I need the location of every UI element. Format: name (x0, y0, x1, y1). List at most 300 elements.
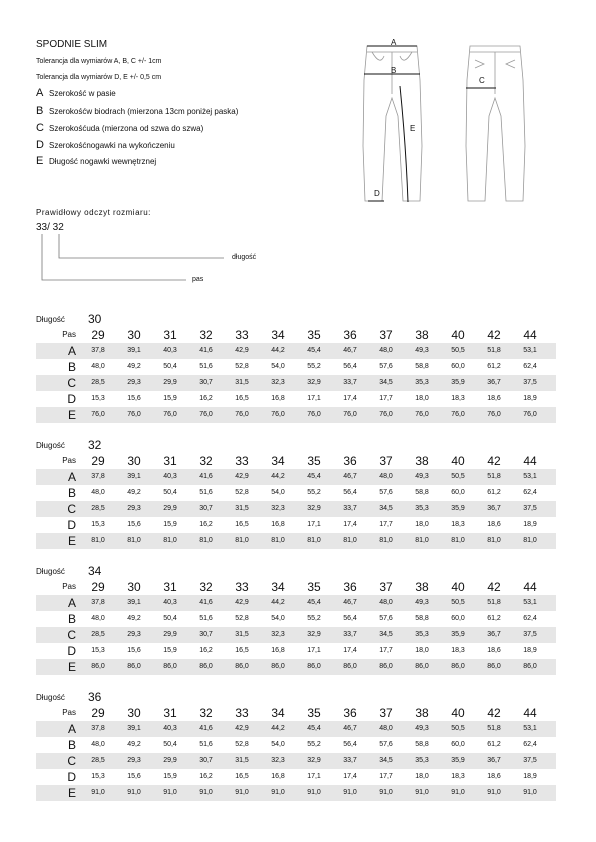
measurement-cell: 44,2 (271, 725, 285, 732)
measurement-cell: 61,2 (487, 615, 501, 622)
waist-size-cell: 30 (127, 580, 141, 594)
measurement-cell: 17,7 (379, 395, 393, 402)
measurement-cell: 49,3 (415, 725, 429, 732)
measurement-cell: 40,3 (163, 473, 177, 480)
measurement-cell: 32,9 (307, 505, 321, 512)
measurement-cell: 51,8 (487, 725, 501, 732)
measurement-cell: 45,4 (307, 347, 321, 354)
measurement-cell: 76,0 (523, 411, 537, 418)
measurement-cell: 57,6 (379, 489, 393, 496)
row-letter: B (67, 738, 76, 752)
row-letter: C (67, 376, 76, 390)
measurement-cell: 54,0 (271, 363, 285, 370)
measurement-cell: 46,7 (343, 599, 357, 606)
length-heading (36, 438, 136, 452)
legend-letter: D (36, 139, 44, 151)
waist-size-cell: 31 (163, 328, 177, 342)
length-value: 30 (88, 312, 102, 326)
measurement-cell: 18,9 (523, 521, 537, 528)
diagram-label-b: B (391, 66, 397, 75)
waist-label: Pas (62, 708, 76, 717)
measurement-cell: 56,4 (343, 489, 357, 496)
measurement-cell: 50,4 (163, 615, 177, 622)
measurement-cell: 16,2 (199, 395, 213, 402)
measurement-cell: 81,0 (343, 537, 357, 544)
row-letter: D (67, 392, 76, 406)
measurement-cell: 48,0 (379, 347, 393, 354)
measurement-cell: 91,0 (415, 789, 429, 796)
row-letter: B (67, 612, 76, 626)
measurement-cell: 35,3 (415, 379, 429, 386)
measurement-cell: 18,3 (451, 773, 465, 780)
measurement-cell: 86,0 (127, 663, 141, 670)
measurement-cell: 17,7 (379, 521, 393, 528)
measurement-cell: 51,6 (199, 741, 213, 748)
measurement-cell: 17,7 (379, 773, 393, 780)
measurement-cell: 18,6 (487, 773, 501, 780)
measurement-cell: 52,8 (235, 489, 249, 496)
measurement-cell: 45,4 (307, 473, 321, 480)
row-letter: A (67, 722, 76, 736)
measurement-cell: 76,0 (271, 411, 285, 418)
waist-size-cell: 42 (487, 580, 501, 594)
measurement-cell: 35,3 (415, 505, 429, 512)
measurement-cell: 36,7 (487, 505, 501, 512)
waist-size-cell: 30 (127, 706, 141, 720)
measurement-cell: 50,5 (451, 725, 465, 732)
measurement-cell: 62,4 (523, 489, 537, 496)
measurement-cell: 17,1 (307, 395, 321, 402)
row-letter: C (67, 502, 76, 516)
measurement-cell: 32,3 (271, 631, 285, 638)
measurement-cell: 50,4 (163, 741, 177, 748)
measurement-cell: 86,0 (523, 663, 537, 670)
row-letter: D (67, 644, 76, 658)
measurement-row-e (36, 785, 556, 801)
measurement-cell: 91,0 (379, 789, 393, 796)
measurement-cell: 15,9 (163, 521, 177, 528)
diagram-label-a: A (391, 38, 397, 47)
waist-label: Pas (62, 582, 76, 591)
size-reading-label: Prawidłowy odczyt rozmiaru: (36, 208, 151, 217)
measurement-cell: 91,0 (343, 789, 357, 796)
measurement-cell: 15,6 (127, 647, 141, 654)
measurement-row-a (36, 721, 556, 737)
measurement-cell: 91,0 (271, 789, 285, 796)
measurement-cell: 42,9 (235, 599, 249, 606)
measurement-cell: 81,0 (127, 537, 141, 544)
measurement-cell: 28,5 (91, 631, 105, 638)
measurement-cell: 45,4 (307, 599, 321, 606)
measurement-cell: 18,0 (415, 647, 429, 654)
measurement-cell: 86,0 (235, 663, 249, 670)
measurement-cell: 51,6 (199, 489, 213, 496)
measurement-cell: 81,0 (163, 537, 177, 544)
measurement-cell: 39,1 (127, 599, 141, 606)
length-value: 34 (88, 564, 102, 578)
waist-size-row (36, 453, 556, 469)
measurement-cell: 86,0 (163, 663, 177, 670)
measurement-cell: 51,6 (199, 615, 213, 622)
measurement-cell: 35,3 (415, 757, 429, 764)
measurement-cell: 17,1 (307, 647, 321, 654)
measurement-cell: 17,1 (307, 521, 321, 528)
measurement-cell: 76,0 (307, 411, 321, 418)
diagram-label-d: D (374, 189, 380, 198)
measurement-cell: 32,9 (307, 757, 321, 764)
measurement-cell: 17,4 (343, 773, 357, 780)
measurement-cell: 42,9 (235, 473, 249, 480)
measurement-cell: 37,8 (91, 725, 105, 732)
measurement-cell: 91,0 (91, 789, 105, 796)
measurement-cell: 15,3 (91, 395, 105, 402)
measurement-cell: 17,1 (307, 773, 321, 780)
measurement-cell: 41,6 (199, 347, 213, 354)
measurement-cell: 39,1 (127, 347, 141, 354)
waist-size-cell: 40 (451, 454, 465, 468)
measurement-cell: 17,7 (379, 647, 393, 654)
measurement-cell: 76,0 (379, 411, 393, 418)
waist-size-cell: 37 (379, 454, 393, 468)
measurement-cell: 46,7 (343, 347, 357, 354)
tolerance-de: Tolerancja dla wymiarów D, E +/- 0,5 cm (36, 74, 162, 81)
measurement-cell: 39,1 (127, 725, 141, 732)
legend-text: Szerokośćuda (mierzona od szwa do szwa) (49, 123, 204, 133)
measurement-cell: 37,8 (91, 347, 105, 354)
measurement-cell: 33,7 (343, 379, 357, 386)
length-heading (36, 690, 136, 704)
measurement-cell: 15,6 (127, 521, 141, 528)
measurement-cell: 54,0 (271, 615, 285, 622)
measurement-cell: 91,0 (199, 789, 213, 796)
measurement-cell: 81,0 (271, 537, 285, 544)
waist-size-cell: 40 (451, 328, 465, 342)
measurement-cell: 53,1 (523, 599, 537, 606)
measurement-cell: 34,5 (379, 379, 393, 386)
measurement-cell: 49,2 (127, 363, 141, 370)
measurement-cell: 48,0 (91, 615, 105, 622)
measurement-cell: 55,2 (307, 615, 321, 622)
measurement-cell: 34,5 (379, 631, 393, 638)
measurement-row-d (36, 769, 556, 785)
measurement-cell: 62,4 (523, 615, 537, 622)
measurement-cell: 51,8 (487, 599, 501, 606)
row-letter: B (67, 486, 76, 500)
size-reading-example: 33/ 32 (36, 222, 64, 233)
length-annotation: długość (232, 254, 257, 261)
measurement-cell: 17,4 (343, 647, 357, 654)
measurement-row-c (36, 627, 556, 643)
measurement-cell: 76,0 (415, 411, 429, 418)
measurement-cell: 53,1 (523, 473, 537, 480)
waist-size-row (36, 705, 556, 721)
length-value: 32 (88, 438, 102, 452)
measurement-cell: 34,5 (379, 505, 393, 512)
measurement-cell: 16,8 (271, 395, 285, 402)
legend-letter: E (36, 155, 44, 167)
measurement-cell: 86,0 (415, 663, 429, 670)
measurement-cell: 35,9 (451, 379, 465, 386)
measurement-cell: 81,0 (379, 537, 393, 544)
measurement-cell: 29,9 (163, 505, 177, 512)
measurement-cell: 51,8 (487, 473, 501, 480)
measurement-cell: 37,5 (523, 757, 537, 764)
measurement-cell: 58,8 (415, 363, 429, 370)
measurement-cell: 52,8 (235, 363, 249, 370)
measurement-cell: 35,9 (451, 757, 465, 764)
measurement-cell: 48,0 (91, 363, 105, 370)
measurement-cell: 51,8 (487, 347, 501, 354)
legend-text: Długość nogawki wewnętrznej (49, 156, 157, 166)
waist-size-cell: 33 (235, 580, 249, 594)
measurement-row-e (36, 659, 556, 675)
measurement-cell: 49,3 (415, 599, 429, 606)
measurement-cell: 15,3 (91, 521, 105, 528)
measurement-cell: 86,0 (91, 663, 105, 670)
measurement-cell: 61,2 (487, 363, 501, 370)
measurement-cell: 48,0 (379, 599, 393, 606)
measurement-cell: 29,3 (127, 757, 141, 764)
waist-size-cell: 36 (343, 454, 357, 468)
measurement-cell: 91,0 (235, 789, 249, 796)
waist-size-cell: 33 (235, 454, 249, 468)
measurement-cell: 48,0 (379, 725, 393, 732)
measurement-cell: 16,2 (199, 773, 213, 780)
row-letter: D (67, 770, 76, 784)
measurement-cell: 50,5 (451, 347, 465, 354)
waist-size-cell: 34 (271, 580, 285, 594)
waist-size-cell: 33 (235, 328, 249, 342)
measurement-row-b (36, 359, 556, 375)
measurement-cell: 37,8 (91, 599, 105, 606)
measurement-cell: 57,6 (379, 363, 393, 370)
waist-size-cell: 38 (415, 328, 429, 342)
measurement-row-b (36, 611, 556, 627)
measurement-cell: 31,5 (235, 379, 249, 386)
measurement-cell: 15,3 (91, 647, 105, 654)
measurement-cell: 45,4 (307, 725, 321, 732)
measurement-cell: 91,0 (451, 789, 465, 796)
measurement-cell: 42,9 (235, 347, 249, 354)
waist-size-cell: 37 (379, 706, 393, 720)
measurement-cell: 40,3 (163, 347, 177, 354)
measurement-cell: 15,6 (127, 773, 141, 780)
measurement-row-a (36, 343, 556, 359)
measurement-cell: 16,5 (235, 773, 249, 780)
waist-size-cell: 32 (199, 454, 213, 468)
measurement-cell: 18,3 (451, 395, 465, 402)
waist-size-cell: 32 (199, 328, 213, 342)
waist-size-cell: 42 (487, 328, 501, 342)
row-letter: B (67, 360, 76, 374)
legend-letter: B (36, 105, 44, 117)
measurement-cell: 48,0 (91, 741, 105, 748)
measurement-cell: 15,9 (163, 773, 177, 780)
measurement-cell: 33,7 (343, 631, 357, 638)
measurement-row-c (36, 753, 556, 769)
length-label: Długość (36, 567, 65, 576)
measurement-cell: 44,2 (271, 347, 285, 354)
measurement-cell: 60,0 (451, 363, 465, 370)
measurement-cell: 86,0 (271, 663, 285, 670)
measurement-cell: 33,7 (343, 505, 357, 512)
measurement-cell: 81,0 (415, 537, 429, 544)
measurement-cell: 91,0 (127, 789, 141, 796)
measurement-cell: 41,6 (199, 473, 213, 480)
measurement-cell: 29,3 (127, 631, 141, 638)
measurement-row-c (36, 501, 556, 517)
waist-size-cell: 40 (451, 706, 465, 720)
measurement-cell: 37,5 (523, 505, 537, 512)
measurement-cell: 76,0 (451, 411, 465, 418)
legend-item-d (36, 137, 175, 153)
measurement-cell: 16,5 (235, 395, 249, 402)
measurement-cell: 52,8 (235, 741, 249, 748)
measurement-cell: 55,2 (307, 363, 321, 370)
measurement-cell: 49,2 (127, 615, 141, 622)
measurement-cell: 31,5 (235, 757, 249, 764)
measurement-cell: 81,0 (199, 537, 213, 544)
measurement-cell: 33,7 (343, 757, 357, 764)
waist-annotation: pas (192, 276, 204, 283)
measurement-row-e (36, 533, 556, 549)
length-heading (36, 312, 136, 326)
measurement-cell: 17,4 (343, 521, 357, 528)
measurement-cell: 58,8 (415, 615, 429, 622)
measurement-cell: 48,0 (379, 473, 393, 480)
waist-size-cell: 38 (415, 580, 429, 594)
measurement-cell: 15,3 (91, 773, 105, 780)
measurement-cell: 18,3 (451, 521, 465, 528)
measurement-cell: 48,0 (91, 489, 105, 496)
measurement-cell: 32,9 (307, 379, 321, 386)
measurement-cell: 46,7 (343, 473, 357, 480)
measurement-cell: 18,0 (415, 773, 429, 780)
length-value: 36 (88, 690, 102, 704)
measurement-cell: 36,7 (487, 379, 501, 386)
measurement-cell: 28,5 (91, 379, 105, 386)
measurement-cell: 61,2 (487, 741, 501, 748)
measurement-cell: 37,5 (523, 379, 537, 386)
legend-text: Szerokośćw biodrach (mierzona 13cm poniżej paska) (49, 106, 239, 116)
measurement-cell: 91,0 (487, 789, 501, 796)
waist-size-cell: 38 (415, 706, 429, 720)
measurement-cell: 76,0 (235, 411, 249, 418)
measurement-cell: 15,9 (163, 395, 177, 402)
diagram-label-e: E (410, 124, 416, 133)
waist-size-cell: 30 (127, 328, 141, 342)
trousers-illustration (360, 36, 530, 210)
measurement-cell: 58,8 (415, 741, 429, 748)
measurement-cell: 54,0 (271, 741, 285, 748)
measurement-cell: 52,8 (235, 615, 249, 622)
measurement-cell: 81,0 (523, 537, 537, 544)
measurement-cell: 51,6 (199, 363, 213, 370)
waist-size-cell: 42 (487, 454, 501, 468)
measurement-cell: 30,7 (199, 757, 213, 764)
waist-size-cell: 44 (523, 454, 537, 468)
tolerance-abc: Tolerancja dla wymiarów A, B, C +/- 1cm (36, 58, 162, 65)
legend-item-b (36, 103, 238, 119)
row-letter: E (67, 408, 76, 422)
measurement-cell: 29,3 (127, 379, 141, 386)
measurement-cell: 40,3 (163, 599, 177, 606)
measurement-cell: 18,9 (523, 773, 537, 780)
measurement-row-b (36, 485, 556, 501)
waist-size-cell: 32 (199, 706, 213, 720)
measurement-cell: 32,3 (271, 379, 285, 386)
measurement-cell: 49,3 (415, 473, 429, 480)
measurement-cell: 35,3 (415, 631, 429, 638)
row-letter: E (67, 786, 76, 800)
measurement-cell: 86,0 (379, 663, 393, 670)
measurement-cell: 31,5 (235, 505, 249, 512)
waist-size-cell: 42 (487, 706, 501, 720)
measurement-cell: 46,7 (343, 725, 357, 732)
waist-size-cell: 40 (451, 580, 465, 594)
measurement-cell: 18,0 (415, 395, 429, 402)
waist-size-cell: 35 (307, 328, 321, 342)
measurement-cell: 54,0 (271, 489, 285, 496)
waist-size-cell: 44 (523, 706, 537, 720)
measurement-cell: 32,9 (307, 631, 321, 638)
measurement-cell: 35,9 (451, 505, 465, 512)
diagram-label-c: C (479, 76, 485, 85)
measurement-cell: 30,7 (199, 505, 213, 512)
measurement-cell: 32,3 (271, 505, 285, 512)
measurement-cell: 56,4 (343, 615, 357, 622)
waist-size-row (36, 327, 556, 343)
measurement-cell: 86,0 (451, 663, 465, 670)
length-label: Długość (36, 315, 65, 324)
waist-label: Pas (62, 456, 76, 465)
measurement-cell: 81,0 (235, 537, 249, 544)
waist-size-cell: 34 (271, 328, 285, 342)
measurement-cell: 18,0 (415, 521, 429, 528)
measurement-cell: 49,3 (415, 347, 429, 354)
waist-size-cell: 32 (199, 580, 213, 594)
measurement-cell: 76,0 (163, 411, 177, 418)
measurement-cell: 16,8 (271, 647, 285, 654)
measurement-row-c (36, 375, 556, 391)
measurement-cell: 41,6 (199, 599, 213, 606)
measurement-cell: 18,6 (487, 647, 501, 654)
measurement-cell: 34,5 (379, 757, 393, 764)
measurement-row-a (36, 595, 556, 611)
measurement-cell: 44,2 (271, 599, 285, 606)
waist-size-cell: 38 (415, 454, 429, 468)
measurement-cell: 16,2 (199, 521, 213, 528)
measurement-cell: 56,4 (343, 741, 357, 748)
measurement-cell: 29,3 (127, 505, 141, 512)
legend-item-c (36, 120, 203, 136)
size-reading-leaders (36, 232, 236, 288)
measurement-row-a (36, 469, 556, 485)
legend-letter: C (36, 122, 44, 134)
measurement-cell: 91,0 (523, 789, 537, 796)
measurement-cell: 62,4 (523, 741, 537, 748)
measurement-row-b (36, 737, 556, 753)
measurement-row-d (36, 391, 556, 407)
measurement-row-d (36, 517, 556, 533)
measurement-cell: 60,0 (451, 489, 465, 496)
measurement-cell: 60,0 (451, 615, 465, 622)
measurement-cell: 30,7 (199, 631, 213, 638)
measurement-cell: 44,2 (271, 473, 285, 480)
measurement-cell: 36,7 (487, 631, 501, 638)
measurement-cell: 76,0 (91, 411, 105, 418)
legend-text: Szerokość w pasie (49, 88, 116, 98)
